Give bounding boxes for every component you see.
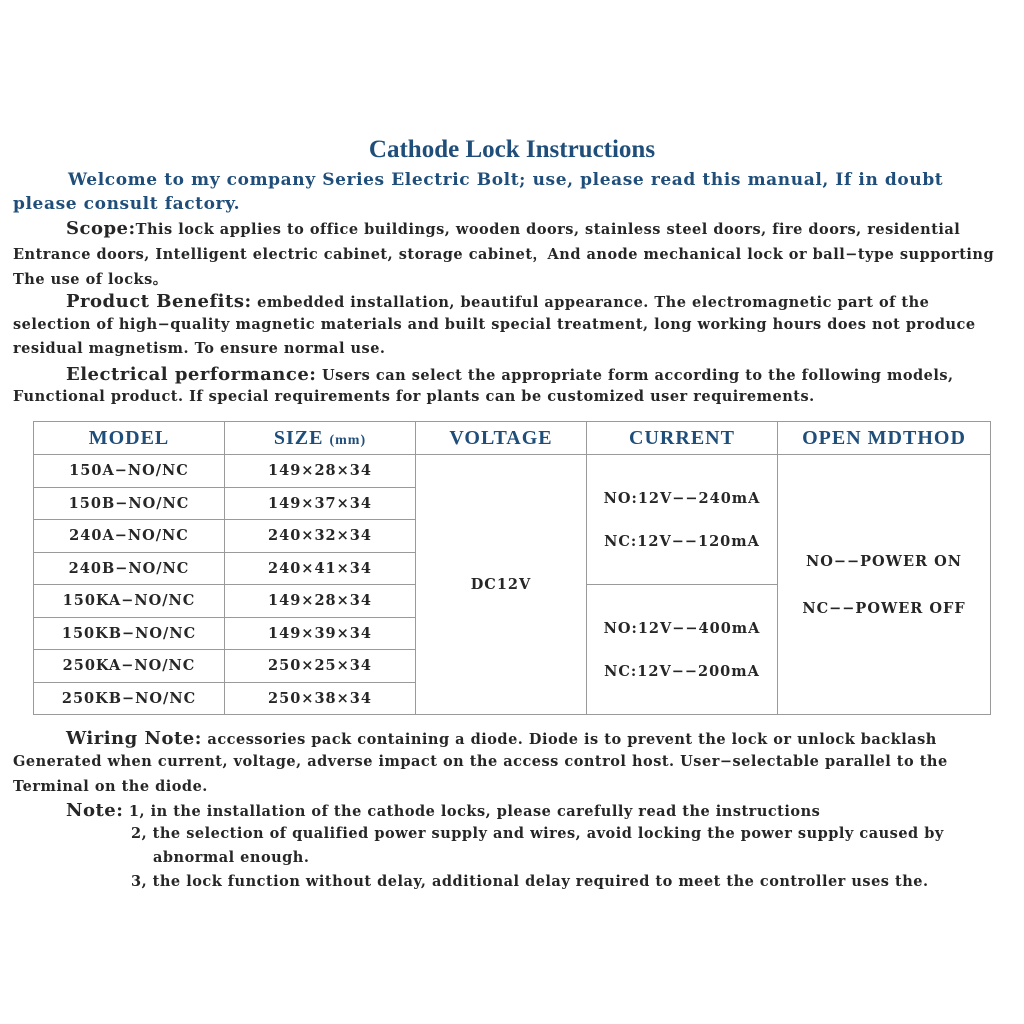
size-header-unit: (mm) bbox=[329, 432, 367, 448]
size-cell: 240×32×34 bbox=[225, 520, 416, 553]
model-cell: 150B−NO/NC bbox=[34, 487, 225, 520]
table-header-row bbox=[34, 422, 991, 455]
scope-line-2: Entrance doors, Intelligent electric cabinet, storage cabinet，And anode mechanical lock or ball−type supporting bbox=[13, 246, 995, 263]
benefits-text-1: embedded installation, beautiful appearance. The electromagnetic part of the bbox=[251, 294, 930, 311]
model-cell: 150KA−NO/NC bbox=[34, 585, 225, 618]
size-cell: 149×39×34 bbox=[225, 617, 416, 650]
current-cell-group-b bbox=[587, 585, 778, 715]
size-cell: 250×38×34 bbox=[225, 682, 416, 715]
size-header bbox=[225, 422, 416, 455]
size-cell: 149×28×34 bbox=[225, 585, 416, 618]
electrical-line-2: Functional product. If special requirements for plants can be customized user requirements. bbox=[13, 388, 815, 405]
open-method-header: OPEN MDTHOD bbox=[778, 422, 991, 455]
model-cell: 250KA−NO/NC bbox=[34, 650, 225, 683]
model-cell: 240A−NO/NC bbox=[34, 520, 225, 553]
size-cell: 240×41×34 bbox=[225, 552, 416, 585]
current-header: CURRENT bbox=[587, 422, 778, 455]
benefits-line-3: residual magnetism. To ensure normal use. bbox=[13, 340, 386, 357]
wiring-line-1 bbox=[66, 728, 937, 749]
model-cell: 150A−NO/NC bbox=[34, 455, 225, 488]
electrical-text-1: Users can select the appropriate form according to the following models, bbox=[316, 367, 954, 384]
electrical-label: Electrical performance: bbox=[66, 364, 317, 385]
open-method-cell bbox=[778, 455, 991, 715]
note-item-3: 3, the lock function without delay, additional delay required to meet the controller uses the. bbox=[131, 873, 929, 890]
scope-line-3: The use of locks。 bbox=[13, 271, 168, 288]
open-nc: NC−−POWER OFF bbox=[802, 599, 966, 617]
current-a-nc: NC:12V−−120mA bbox=[604, 532, 760, 550]
open-no: NO−−POWER ON bbox=[805, 552, 963, 570]
model-cell: 240B−NO/NC bbox=[34, 552, 225, 585]
size-header-label: SIZE bbox=[273, 426, 324, 449]
benefits-label: Product Benefits: bbox=[66, 291, 252, 312]
model-header: MODEL bbox=[34, 422, 225, 455]
scope-line-1 bbox=[66, 218, 960, 239]
welcome-line-1: Welcome to my company Series Electric Bolt; use, please read this manual, If in doubt bbox=[68, 170, 944, 190]
note-line-1 bbox=[66, 800, 820, 821]
wiring-text-1: accessories pack containing a diode. Diode is to prevent the lock or unlock backlash bbox=[201, 731, 937, 748]
voltage-cell: DC12V bbox=[416, 455, 587, 715]
current-b-no: NO:12V−−400mA bbox=[603, 619, 761, 637]
current-b-nc: NC:12V−−200mA bbox=[604, 662, 760, 680]
note-item-1: 1, in the installation of the cathode locks, please carefully read the instructions bbox=[123, 803, 821, 820]
wiring-line-3: Terminal on the diode. bbox=[13, 778, 208, 795]
spec-table bbox=[33, 421, 991, 715]
table-row bbox=[34, 455, 991, 488]
wiring-line-2: Generated when current, voltage, adverse impact on the access control host. User−selectable parallel to the bbox=[13, 753, 948, 770]
note-item-2a: 2, the selection of qualified power supply and wires, avoid locking the power supply caused by bbox=[131, 825, 944, 842]
model-cell: 250KB−NO/NC bbox=[34, 682, 225, 715]
benefits-line-2: selection of high−quality magnetic materials and built special treatment, long working hours does not produce bbox=[13, 316, 976, 333]
electrical-line-1 bbox=[66, 364, 954, 385]
page-title: Cathode Lock Instructions bbox=[368, 136, 656, 163]
voltage-header: VOLTAGE bbox=[416, 422, 587, 455]
note-item-2b: abnormal enough. bbox=[153, 849, 310, 866]
current-cell-group-a bbox=[587, 455, 778, 585]
current-a-no: NO:12V−−240mA bbox=[603, 489, 761, 507]
size-cell: 250×25×34 bbox=[225, 650, 416, 683]
note-label: Note: bbox=[66, 800, 124, 821]
wiring-label: Wiring Note: bbox=[66, 728, 202, 749]
model-cell: 150KB−NO/NC bbox=[34, 617, 225, 650]
scope-text-1: This lock applies to office buildings, wooden doors, stainless steel doors, fire doors, residential bbox=[135, 221, 961, 238]
size-cell: 149×37×34 bbox=[225, 487, 416, 520]
size-cell: 149×28×34 bbox=[225, 455, 416, 488]
scope-label: Scope: bbox=[66, 218, 136, 239]
welcome-line-2: please consult factory. bbox=[13, 194, 241, 214]
benefits-line-1 bbox=[66, 291, 929, 312]
